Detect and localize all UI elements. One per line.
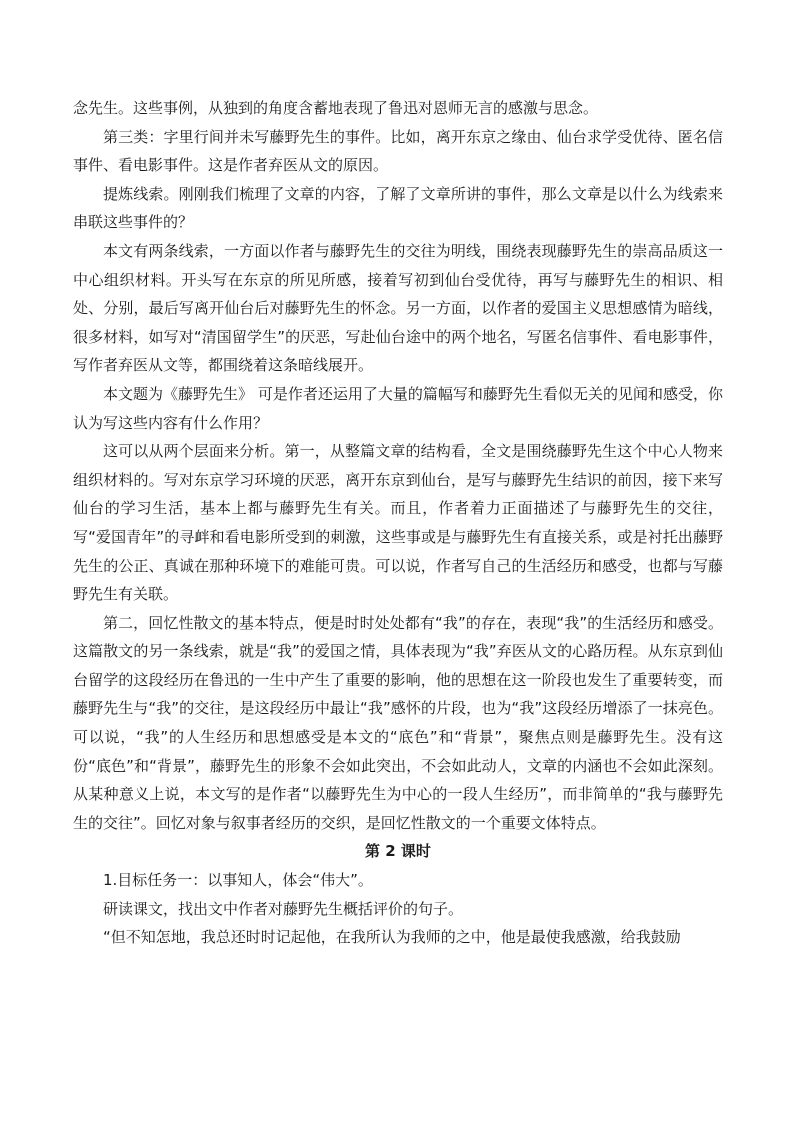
paragraph: 念先生。这些事例，从独到的角度含蓄地表现了鲁迅对恩师无言的感激与思念。 — [73, 99, 599, 117]
paragraph: 本文题为《藤野先生》 可是作者还运用了大量的篇幅写和藤野先生看似无关的见闻和感受，你认为写这些内容有什么作用？ — [73, 384, 723, 432]
document-body — [73, 94, 723, 952]
paragraph: 研读课文，找出文中作者对藤野先生概括评价的句子。 — [103, 899, 464, 918]
paragraph: 本文有两条线索，一方面以作者与藤野先生的交往为明线，围绕表现藤野先生的崇高品质这一中心组织材料。开头写在东京的所见所感，接着写初到仙台受优待，再写与藤野先生的相识、相处、分别，最后写离开仙台后对藤野先生的怀念。另一方面，以作者的爱国主义思想感情为暗线，很多材料，如写对“清国留学生”的厌恶，写赴仙台途中的两个地名，写匿名信事件、看电影事件，写作者弃医从文等，都围绕着这条暗线展开。 — [73, 241, 723, 375]
paragraph: 第二，回忆性散文的基本特点，便是时时处处都有“我”的存在，表现“我”的生活经历和感受。这篇散文的另一条线索，就是“我”的爱国之情，具体表现为“我”弃医从文的心路历程。从东京到仙台留学的这段经历在鲁迅的一生中产生了重要的影响，他的思想在这一阶段也发生了重要转变，而藤野先生与“我”的交往，是这段经历中最让“我”感怀的片段，也为“我”这段经历增添了一抹亮色。可以说，“我”的人生经历和思想感受是本文的“底色”和“背景”，聚焦点则是藤野先生。没有这份“底色”和“背景”，藤野先生的形象不会如此突出，不会如此动人，文章的内涵也不会如此深刻。从某种意义上说，本文写的是作者“以藤野先生为中心的一段人生经历”，而非简单的“我与藤野先生的交往”。回忆对象与叙事者经历的交织，是回忆性散文的一个重要文体特点。 — [73, 613, 723, 832]
paragraph: 第三类：字里行间并未写藤野先生的事件。比如，离开东京之缘由、仙台求学受优待、匿名信事件、看电影事件。这是作者弃医从文的原因。 — [73, 127, 723, 175]
section-heading: 第 2 课时 — [365, 842, 431, 861]
paragraph: “但不知怎地，我总还时时记起他，在我所认为我师的之中，他是最使我感激，给我鼓励 — [103, 928, 681, 947]
paragraph: 1.目标任务一：以事知人，体会“伟大”。 — [103, 871, 373, 890]
paragraph: 提炼线索。刚刚我们梳理了文章的内容，了解了文章所讲的事件，那么文章是以什么为线索来串联这些事件的？ — [73, 184, 723, 232]
paragraph: 这可以从两个层面来分析。第一，从整篇文章的结构看，全文是围绕藤野先生这个中心人物来组织材料的。写对东京学习环境的厌恶，离开东京到仙台，是写与藤野先生结识的前因，接下来写仙台的学习生活，基本上都与藤野先生有关。而且，作者着力正面描述了与藤野先生的交往，写“爱国青年”的寻衅和看电影所受到的刺激，这些事或是与藤野先生有直接关系，或是衬托出藤野先生的公正、真诚在那种环境下的难能可贵。可以说，作者写自己的生活经历和感受，也都与写藤野先生有关联。 — [73, 442, 723, 604]
